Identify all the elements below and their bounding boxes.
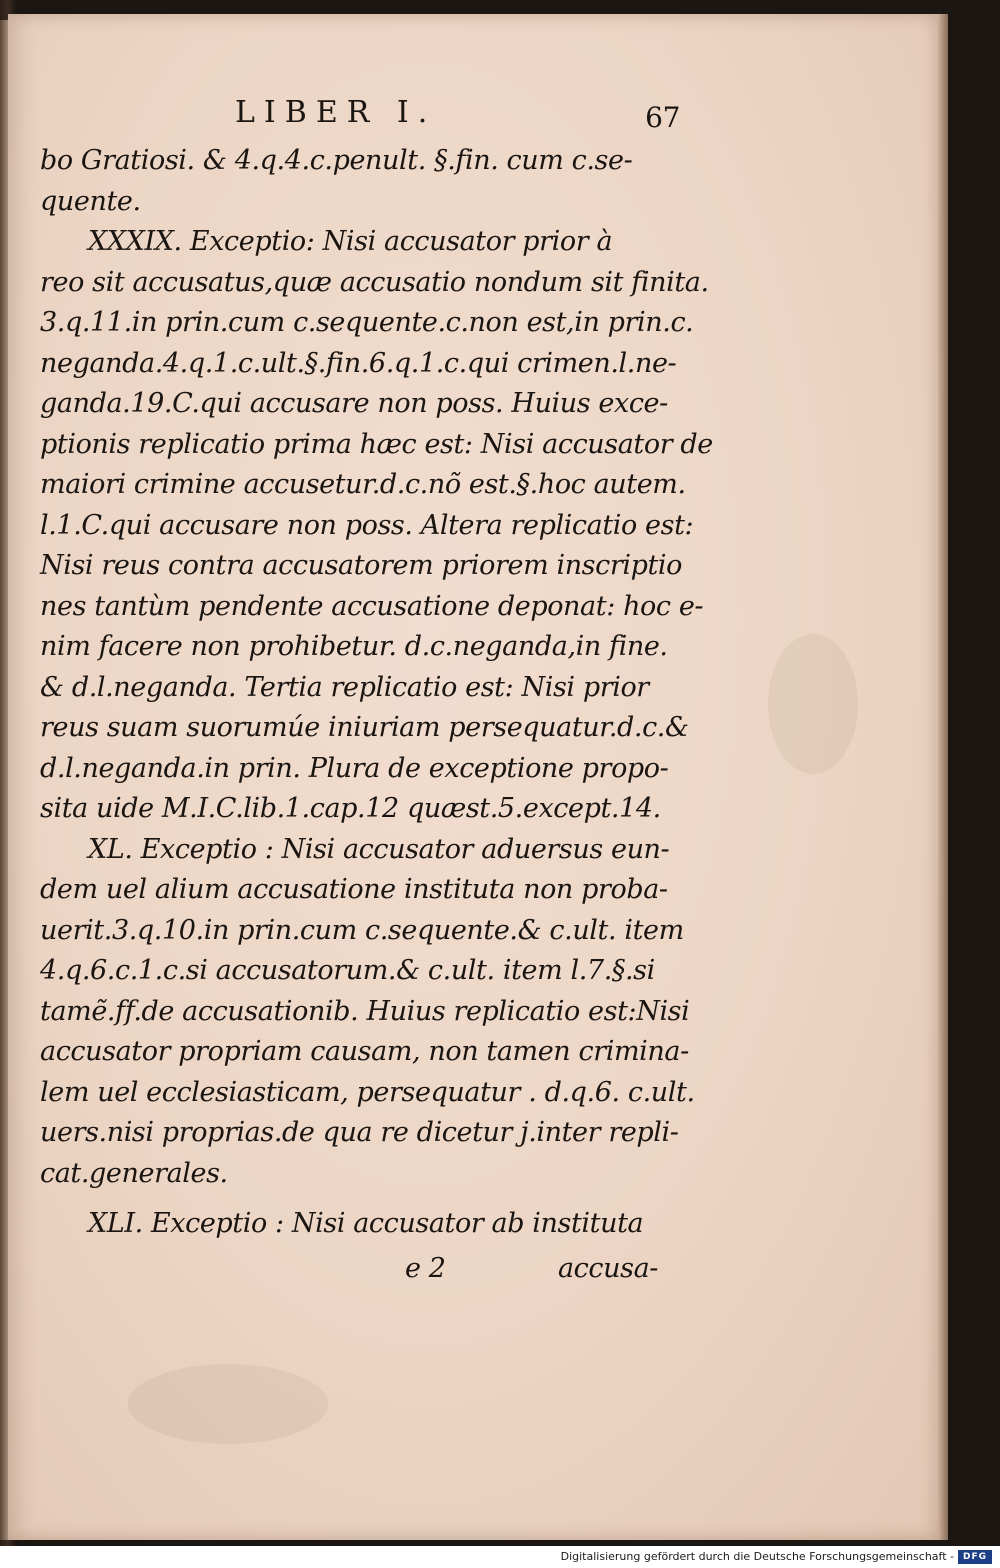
text-line: 3.q.11.in prin.cum c.sequente.c.non est,in prin.c. [40,307,694,338]
text-line: nim facere non prohibetur. d.c.neganda,in fine. [40,631,668,662]
text-line: lem uel ecclesiasticam, persequatur . d.q.6. c.ult. [40,1076,695,1108]
section-heading-line: XXXIX. Exceptio: Nisi accusator prior à [88,226,613,257]
signature-mark: e 2 [405,1252,446,1284]
text-line: sita uide M.I.C.lib.1.cap.12 quæst.5.except.14. [40,793,661,824]
text-line: reus suam suorumúe iniuriam persequatur.d.c.& [40,712,689,743]
paper-stain [128,1364,328,1444]
section-heading-line: XLI. Exceptio : Nisi accusator ab instituta [88,1208,644,1239]
page-footer [40,1247,680,1291]
page-text [40,95,713,1291]
paper-stain [768,634,858,774]
page-header [40,95,680,141]
section-heading-line: XL. Exceptio : Nisi accusator aduersus eun- [88,833,670,865]
text-line: uers.nisi proprias.de qua re dicetur j.inter repli- [40,1117,679,1148]
text-line: uerit.3.q.10.in prin.cum c.sequente.& c.ult. item [40,914,684,946]
text-line: tamẽ.ff.de accusationib. Huius replicatio est:Nisi [40,995,690,1027]
text-line: dem uel alium accusatione instituta non proba- [40,874,668,905]
text-line: neganda.4.q.1.c.ult.§.fin.6.q.1.c.qui crimen.l.ne- [40,347,677,379]
text-line: accusator propriam causam, non tamen crimina- [40,1036,689,1067]
catchword: accusa- [557,1252,658,1284]
text-line: nes tantùm pendente accusatione deponat: hoc e- [40,590,704,622]
text-line: & d.l.neganda. Tertia replicatio est: Nisi prior [40,671,649,703]
digitization-credit-bar [0,1546,1000,1568]
dfg-logo-icon: DFG [958,1550,992,1564]
text-line: maiori crimine accusetur.d.c.nõ est.§.hoc autem. [40,469,686,500]
text-line: reo sit accusatus,quæ accusatio nondum sit finita. [40,266,709,298]
text-line: Nisi reus contra accusatorem priorem inscriptio [40,550,683,581]
text-line: ptionis replicatio prima hæc est: Nisi accusator de [40,428,713,460]
page-right-edge [938,14,948,1540]
page-number: 67 [645,101,680,134]
text-line: quente. [40,185,141,217]
credit-text: Digitalisierung gefördert durch die Deutsche Forschungsgemeinschaft - [560,1550,954,1563]
running-head: LIBER I. [235,95,437,130]
text-line: d.l.neganda.in prin. Plura de exceptione propo- [40,752,669,784]
text-line: cat.generales. [40,1157,228,1189]
text-line: 4.q.6.c.1.c.si accusatorum.& c.ult. item l.7.§.si [40,955,655,986]
text-line: ganda.19.C.qui accusare non poss. Huius exce- [40,388,668,419]
text-line: l.1.C.qui accusare non poss. Altera replicatio est: [40,509,694,541]
text-line: bo Gratiosi. & 4.q.4.c.penult. §.fin. cum c.se- [40,145,633,176]
